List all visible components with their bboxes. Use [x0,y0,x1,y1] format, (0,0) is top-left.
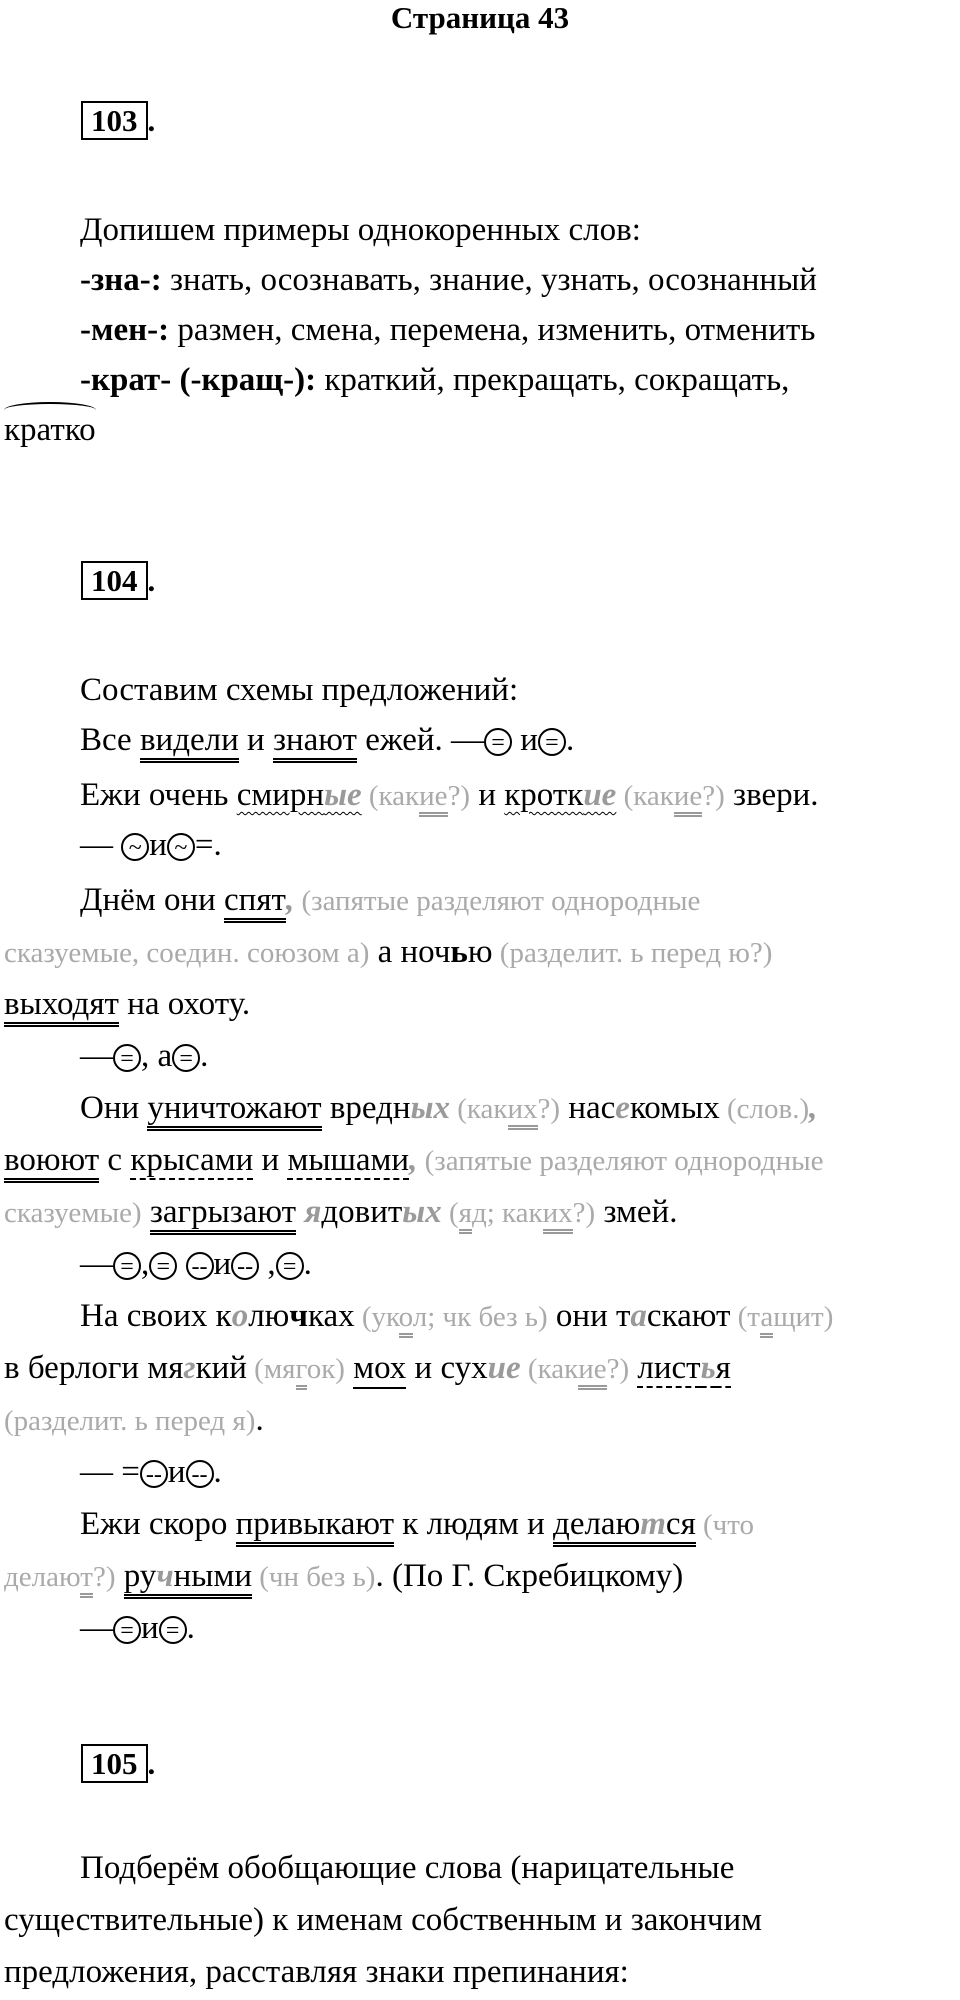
text-run: лист [637,1350,701,1386]
text-run: ( [441,1197,459,1229]
text-run: смирн [236,777,325,813]
text-run: (чн без ь) [252,1561,376,1593]
text-run: ?) [92,1561,116,1593]
text-run: — [80,827,113,863]
ex103-intro: Допишем примеры однокоренных слов: [80,212,641,248]
text-run: . [565,722,575,758]
text-run: лю [248,1298,290,1334]
text-run: ках [307,1298,355,1334]
sentence-4-end [4,1190,677,1235]
text-run: спят [224,882,286,923]
text-run: ся [666,1506,696,1547]
schema-circle: ~ [121,833,149,861]
text-run: с [99,1142,131,1178]
root-label: -мен-: [80,312,170,348]
sentence-3-schema [80,1034,208,1078]
text-run: т [640,1506,666,1547]
root-label: -крат- (-кращ-): [80,362,317,398]
ex105-line-1: Подберём обобщающие слова (нарицательные [80,1850,735,1886]
text-run: ?) [447,780,471,812]
word-list: размен, смена, перемена, изменить, отменить [177,312,816,348]
schema-circle: = [484,728,512,756]
schema-circle: = [159,1616,187,1644]
text-run: . [213,1454,222,1490]
text-run: а ноч [369,934,451,970]
text-run: кий [195,1350,247,1386]
text-run [345,1350,353,1386]
page-title: Страница 43 [390,0,570,35]
sentence-4-cont [4,1138,824,1183]
text-run: ие [578,1353,606,1390]
root-label: -зна-: [80,262,162,298]
text-run: . [303,1246,312,1282]
sentence-2 [80,773,819,818]
exercise-number-105: 105 . [81,1746,155,1782]
text-run: видели [140,722,239,763]
sentence-2-schema [80,823,222,867]
text-run: — [80,1038,113,1074]
sentence-3-cont [4,930,772,975]
text-run: уничтожают [147,1090,321,1131]
text-run: . [255,1402,264,1438]
text-run: (как [361,780,420,812]
text-run: (слов.) [719,1093,810,1125]
text-run: загрызают [150,1194,296,1235]
text-run: я [304,1194,322,1230]
sentence-6-cont [4,1554,683,1599]
text-run: комых [629,1090,720,1126]
text-run: они т [547,1298,631,1334]
sentence-5 [80,1294,833,1339]
text-run: их [508,1093,538,1130]
text-run: — [80,1246,113,1282]
word-list: знать, осознавать, знание, узнать, осознанный [170,262,817,298]
schema-circle: -- [186,1252,214,1280]
schema-circle: ~ [167,833,195,861]
text-run: Ежи очень [80,777,237,813]
text-run [115,1558,123,1594]
text-run: выходят [4,986,119,1027]
text-run: ые [324,777,362,813]
text-run: , [267,1246,276,1282]
ex104-intro: Составим схемы предложений: [80,672,519,708]
text-run: и [167,1454,186,1490]
text-run: их [543,1197,573,1234]
text-run: в берлоги мя [4,1350,184,1386]
text-run: воюют [4,1142,99,1183]
text-run: ых [402,1194,442,1230]
ex105-line-3: предложения, расставляя знаки препинания: [4,1954,629,1990]
text-run: крысами [130,1142,254,1178]
ex105-line-2: существительные) к именам собственным и закончим [4,1902,763,1938]
text-run: сказуемые, соедин. союзом а) [4,937,370,969]
text-run: звери. [724,777,819,813]
sentence-6 [80,1502,754,1547]
text-run: мышами [287,1142,410,1178]
text-run: делаю [553,1506,640,1547]
text-run: ых [410,1090,450,1126]
exercise-number-103: 103 . [81,103,155,139]
text-run: и [512,722,538,758]
text-run: ь [450,934,468,970]
text-run: ч [156,1558,173,1599]
text-run: на охоту. [118,986,251,1022]
schema-circle: -- [140,1460,168,1488]
text-run: (как [616,780,674,812]
text-run: и [213,1246,232,1282]
schema-circle: = [172,1044,200,1072]
schema-circle: -- [186,1460,214,1488]
text-run: ок) [306,1353,345,1385]
text-run: ежей. — [356,722,485,758]
text-run: а [760,1301,773,1338]
text-run: (мя [246,1353,296,1385]
text-run: и сух [406,1350,488,1386]
schema-circle: = [149,1252,177,1280]
text-run: , [285,882,295,918]
text-run: щит) [773,1301,834,1333]
text-run: е [615,1090,630,1126]
text-run: ру [124,1558,157,1599]
text-run: змей. [595,1194,678,1230]
text-run: — = [80,1454,140,1490]
text-run: сказуемые) [4,1197,142,1229]
text-run: ?) [702,780,725,812]
text-run: , [409,1142,418,1178]
text-run: и [470,777,505,813]
text-run: а [630,1298,647,1334]
text-run: и [149,827,167,863]
text-run: ?) [572,1197,596,1229]
text-run: л; чк без ь) [412,1301,548,1333]
sentence-5-cont [4,1346,731,1391]
text-run: ь [700,1350,716,1386]
text-run: ие [674,780,702,817]
schema-circle: = [113,1044,141,1072]
sentence-5-schema [80,1450,222,1494]
text-run: (разделит. ь перед ю?) [492,937,773,969]
text-run: к людям и [394,1506,554,1542]
text-run: г [296,1353,307,1390]
text-run: (как [520,1353,579,1385]
text-run: я [459,1197,472,1234]
text-run: 103 [81,101,148,140]
text-run: ?) [606,1353,630,1385]
text-run: о [231,1298,249,1334]
text-run: г [183,1350,196,1386]
ex103-row-krat [80,358,789,402]
schema-circle: = [113,1252,141,1280]
text-run: ие [583,777,617,813]
text-run: (что [695,1509,755,1541]
text-run: о [399,1301,413,1338]
text-run: ?) [537,1093,561,1125]
text-run: довит [321,1194,403,1230]
sentence-1 [80,718,574,762]
text-run: вредн [321,1090,411,1126]
schema-circle: = [538,728,566,756]
text-run: , [809,1090,818,1126]
text-run: (запятые разделяют однородные [294,885,701,917]
text-run: Ежи скоро [80,1506,236,1542]
text-run: д; как [471,1197,543,1229]
text-run: На своих к [80,1298,232,1334]
text-run: я [715,1350,731,1386]
text-run: знают [273,722,357,763]
text-run: Они [80,1090,148,1126]
sentence-4-schema [80,1242,312,1286]
text-run: мох [353,1350,406,1389]
text-run: Днём они [80,882,225,918]
schema-circle: -- [231,1252,259,1280]
text-run: кротк [504,777,584,813]
text-run: Все [80,722,140,758]
text-run: — [80,1610,113,1646]
ex103-row-men [80,308,815,352]
text-run: . (По Г. Скребицкому) [375,1558,684,1594]
text-run: ю [467,934,493,970]
text-run: 105 [81,1744,148,1783]
text-run: скают [646,1298,731,1334]
sentence-3 [80,878,700,923]
text-run: 104 [81,561,148,600]
text-run: , а [141,1038,173,1074]
text-run: и [141,1610,159,1646]
word-list: кратко [4,408,96,452]
text-run: ч [289,1298,308,1334]
text-run: делаю [4,1561,81,1593]
word-list: краткий, прекращать, сокращать, [324,362,790,398]
text-run: ными [174,1558,252,1599]
sentence-3-end [4,982,250,1026]
text-run: , [141,1246,150,1282]
ex103-row-zna [80,258,817,302]
ex103-row-krat-cont [4,408,96,452]
text-run: . [200,1038,209,1074]
text-run: =. [194,827,222,863]
text-run: (разделит. ь перед я) [4,1405,256,1437]
text-run: нас [560,1090,616,1126]
text-run: (т [730,1301,761,1333]
text-run: ие [419,780,447,817]
schema-circle: = [113,1616,141,1644]
sentence-5-end [4,1398,264,1443]
text-run: и [253,1142,288,1178]
exercise-number-104: 104 . [81,563,155,599]
text-run: (ук [354,1301,399,1333]
schema-circle: = [276,1252,304,1280]
text-run: привыкают [236,1506,394,1547]
text-run: (как [449,1093,508,1125]
sentence-4 [80,1086,817,1131]
text-run: т [80,1561,93,1598]
sentence-6-schema [80,1606,195,1650]
text-run: и [238,722,273,758]
text-run: . [186,1610,195,1646]
text-run: ие [487,1350,521,1386]
text-run: (запятые разделяют однородные [417,1145,824,1177]
